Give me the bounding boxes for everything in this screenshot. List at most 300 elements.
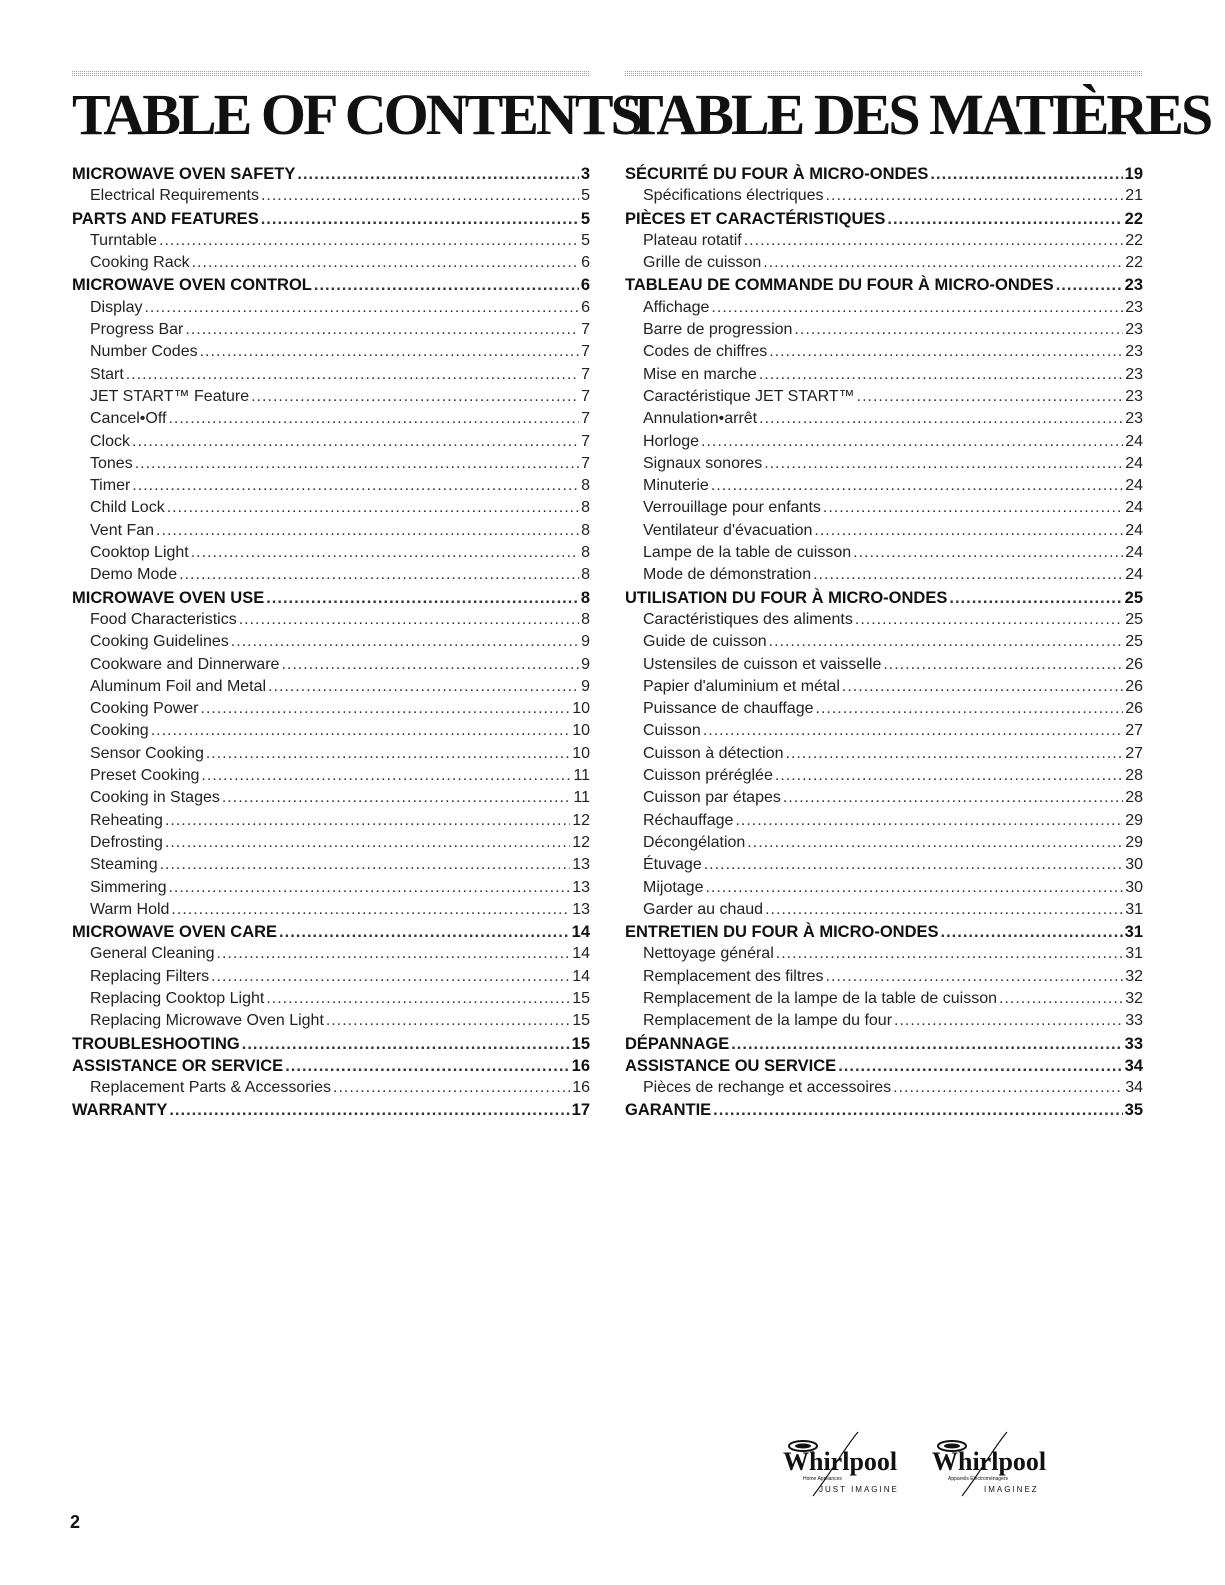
logo-brand: Whirlpool xyxy=(783,1447,898,1476)
dot-leader xyxy=(747,834,1123,852)
dot-leader xyxy=(731,1035,1122,1054)
toc-entry-page: 14 xyxy=(572,945,590,963)
toc-entry-label: Simmering xyxy=(90,878,167,896)
toc-subsection xyxy=(625,299,1143,321)
toc-entry-page: 31 xyxy=(1125,900,1143,918)
dot-leader xyxy=(167,499,579,517)
toc-entry-page: 17 xyxy=(571,1101,590,1120)
logo-tagline: JUST IMAGINE xyxy=(819,1485,899,1494)
toc-entry-label: Barre de progression xyxy=(643,321,793,339)
toc-entry-page: 13 xyxy=(572,878,590,896)
toc-entry-page: 7 xyxy=(581,365,590,383)
toc-subsection xyxy=(625,410,1143,432)
toc-subsection xyxy=(625,544,1143,566)
dot-leader xyxy=(775,767,1123,785)
toc-subsection xyxy=(72,633,590,655)
dot-leader xyxy=(759,410,1123,428)
toc-entry-page: 7 xyxy=(581,321,590,339)
toc-entry-label: MICROWAVE OVEN CONTROL xyxy=(72,276,312,295)
toc-list-en xyxy=(72,165,590,1124)
logo-brand: Whirlpool xyxy=(932,1447,1047,1476)
dot-leader xyxy=(160,856,571,874)
toc-entry-page: 27 xyxy=(1125,722,1143,740)
dot-leader xyxy=(144,299,579,317)
toc-entry-page: 12 xyxy=(572,833,590,851)
dot-leader xyxy=(999,990,1123,1008)
toc-entry-label: PIÈCES ET CARACTÉRISTIQUES xyxy=(625,209,886,228)
dot-leader xyxy=(857,388,1124,406)
toc-entry-label: Start xyxy=(90,365,124,383)
toc-entry-page: 25 xyxy=(1125,610,1143,628)
toc-subsection xyxy=(72,366,590,388)
toc-entry-page: 8 xyxy=(581,499,590,517)
toc-entry-label: Cooking in Stages xyxy=(90,789,220,807)
toc-subsection xyxy=(625,611,1143,633)
toc-entry-page: 31 xyxy=(1125,945,1143,963)
toc-entry-label: GARANTIE xyxy=(625,1101,712,1120)
toc-entry-label: MICROWAVE OVEN SAFETY xyxy=(72,165,296,183)
toc-entry-label: Papier d'aluminium et métal xyxy=(643,677,840,695)
toc-entry-page: 14 xyxy=(571,923,590,942)
dot-leader xyxy=(855,611,1123,629)
toc-entry-page: 11 xyxy=(573,789,590,807)
dot-leader xyxy=(735,812,1123,830)
toc-entry-label: Étuvage xyxy=(643,856,702,874)
toc-entry-label: Cooking Guidelines xyxy=(90,633,229,651)
toc-entry-label: Cuisson par étapes xyxy=(643,789,781,807)
toc-subsection xyxy=(72,968,590,990)
toc-subsection xyxy=(625,343,1143,365)
toc-subsection xyxy=(72,945,590,967)
toc-subsection xyxy=(72,611,590,633)
toc-entry-page: 29 xyxy=(1125,811,1143,829)
toc-entry-page: 8 xyxy=(581,477,590,495)
dot-leader xyxy=(893,1079,1123,1097)
toc-entry-label: Replacing Microwave Oven Light xyxy=(90,1012,324,1030)
dot-leader xyxy=(191,544,579,562)
toc-entry-label: Plateau rotatif xyxy=(643,231,742,249)
toc-subsection xyxy=(72,388,590,410)
toc-subsection xyxy=(72,722,590,744)
toc-entry-page: 24 xyxy=(1125,544,1143,562)
dot-leader xyxy=(838,1057,1122,1076)
toc-subsection xyxy=(72,410,590,432)
toc-entry-label: Nettoyage général xyxy=(643,945,774,963)
toc-subsection xyxy=(72,745,590,767)
toc-entry-label: Tones xyxy=(90,454,133,472)
toc-entry-label: Lampe de la table de cuisson xyxy=(643,544,852,562)
toc-entry-page: 15 xyxy=(572,989,590,1007)
logo-sub: Home Appliances xyxy=(803,1476,842,1482)
toc-entry-label: TROUBLESHOOTING xyxy=(72,1034,240,1053)
dot-leader xyxy=(883,656,1123,674)
toc-entry-page: 13 xyxy=(572,900,590,918)
toc-subsection xyxy=(72,299,590,321)
toc-entry-page: 16 xyxy=(572,1079,590,1097)
toc-entry-page: 9 xyxy=(581,677,590,695)
dot-leader xyxy=(744,232,1123,250)
toc-entry-label: Réchauffage xyxy=(643,811,734,829)
toc-section xyxy=(72,923,590,945)
dot-leader xyxy=(201,700,571,718)
dot-leader xyxy=(759,366,1123,384)
toc-entry-page: 22 xyxy=(1125,254,1143,272)
dot-leader xyxy=(701,433,1123,451)
toc-entry-page: 23 xyxy=(1125,365,1143,383)
toc-entry-label: Ustensiles de cuisson et vaisselle xyxy=(643,655,882,673)
toc-entry-page: 16 xyxy=(571,1056,590,1075)
dot-leader xyxy=(826,187,1124,205)
dot-leader xyxy=(266,589,579,608)
toc-entry-label: Puissance de chauffage xyxy=(643,700,814,718)
toc-subsection xyxy=(625,522,1143,544)
toc-subsection xyxy=(72,678,590,700)
toc-section xyxy=(625,923,1143,945)
dot-leader xyxy=(783,789,1123,807)
dot-leader xyxy=(285,1057,569,1076)
toc-entry-label: Décongélation xyxy=(643,833,746,851)
toc-subsection xyxy=(625,678,1143,700)
toc-entry-label: Preset Cooking xyxy=(90,767,200,785)
toc-entry-label: Cancel•Off xyxy=(90,410,167,428)
toc-entry-label: ASSISTANCE OU SERVICE xyxy=(625,1056,837,1075)
toc-subsection xyxy=(72,856,590,878)
dot-leader xyxy=(231,633,579,651)
dot-leader xyxy=(765,901,1123,919)
toc-entry-label: Vent Fan xyxy=(90,521,155,539)
toc-entry-page: 6 xyxy=(581,254,590,272)
dot-leader xyxy=(132,477,579,495)
toc-entry-page: 7 xyxy=(581,387,590,405)
dot-leader xyxy=(769,633,1124,651)
dot-leader xyxy=(786,745,1124,763)
toc-subsection xyxy=(72,789,590,811)
toc-subsection xyxy=(72,477,590,499)
toc-section xyxy=(72,1035,590,1057)
toc-subsection xyxy=(625,254,1143,276)
toc-entry-label: ENTRETIEN DU FOUR À MICRO-ONDES xyxy=(625,923,939,942)
toc-entry-page: 3 xyxy=(580,165,590,183)
toc-subsection xyxy=(625,789,1143,811)
toc-entry-label: DÉPANNAGE xyxy=(625,1034,730,1053)
toc-entry-page: 21 xyxy=(1125,187,1143,205)
toc-entry-page: 35 xyxy=(1124,1101,1143,1120)
toc-entry-page: 8 xyxy=(581,610,590,628)
toc-entry-page: 6 xyxy=(580,276,590,295)
toc-subsection xyxy=(72,990,590,1012)
dot-leader xyxy=(185,321,579,339)
dot-leader xyxy=(169,1101,569,1120)
toc-subsection xyxy=(72,544,590,566)
toc-entry-page: 5 xyxy=(581,187,590,205)
toc-entry-label: Clock xyxy=(90,432,131,450)
dot-leader xyxy=(165,834,570,852)
dot-leader xyxy=(826,968,1124,986)
toc-entry-page: 14 xyxy=(572,967,590,985)
toc-subsection xyxy=(625,745,1143,767)
toc-entry-page: 29 xyxy=(1125,833,1143,851)
toc-subsection xyxy=(625,633,1143,655)
toc-entry-label: Cooking Rack xyxy=(90,254,190,272)
toc-entry-label: Demo Mode xyxy=(90,566,178,584)
toc-entry-page: 24 xyxy=(1125,566,1143,584)
dot-leader xyxy=(711,477,1123,495)
toc-entry-label: Cooking xyxy=(90,722,149,740)
toc-entry-label: Remplacement de la lampe du four xyxy=(643,1012,893,1030)
toc-entry-label: UTILISATION DU FOUR À MICRO-ONDES xyxy=(625,588,948,607)
toc-subsection xyxy=(625,834,1143,856)
toc-entry-page: 10 xyxy=(572,744,590,762)
dot-leader xyxy=(168,879,570,897)
toc-subsection xyxy=(625,321,1143,343)
dot-leader xyxy=(239,611,579,629)
dot-leader xyxy=(764,455,1123,473)
toc-heading-fr: TABLE DES MATIÈRES xyxy=(625,82,1211,147)
toc-subsection xyxy=(625,722,1143,744)
toc-subsection xyxy=(625,1012,1143,1034)
toc-section xyxy=(72,165,590,187)
toc-entry-label: Child Lock xyxy=(90,499,165,517)
toc-english xyxy=(72,70,640,1124)
toc-entry-page: 5 xyxy=(580,209,590,228)
dot-leader xyxy=(151,722,571,740)
toc-entry-label: MICROWAVE OVEN USE xyxy=(72,588,265,607)
dot-leader xyxy=(281,656,579,674)
toc-entry-label: Pièces de rechange et accessoires xyxy=(643,1079,892,1097)
toc-entry-page: 27 xyxy=(1125,744,1143,762)
toc-subsection xyxy=(625,499,1143,521)
toc-entry-label: Defrosting xyxy=(90,833,163,851)
toc-subsection xyxy=(625,433,1143,455)
toc-subsection xyxy=(72,1012,590,1034)
toc-entry-label: Timer xyxy=(90,477,131,495)
toc-subsection xyxy=(625,455,1143,477)
toc-entry-page: 15 xyxy=(571,1034,590,1053)
toc-entry-label: Codes de chiffres xyxy=(643,343,768,361)
dot-leader xyxy=(261,210,579,229)
toc-entry-page: 28 xyxy=(1125,767,1143,785)
toc-entry-label: Cooktop Light xyxy=(90,544,189,562)
dot-leader xyxy=(268,678,579,696)
dot-leader xyxy=(930,165,1122,184)
toc-entry-page: 7 xyxy=(581,432,590,450)
dot-leader xyxy=(261,187,579,205)
toc-entry-page: 7 xyxy=(581,343,590,361)
dot-leader xyxy=(794,321,1123,339)
dot-leader xyxy=(816,700,1124,718)
toc-subsection xyxy=(72,879,590,901)
toc-subsection xyxy=(625,1079,1143,1101)
toc-entry-label: Caractéristique JET START™ xyxy=(643,387,855,405)
toc-entry-label: JET START™ Feature xyxy=(90,387,250,405)
dot-leader xyxy=(168,410,579,428)
toc-entry-page: 8 xyxy=(581,521,590,539)
toc-subsection xyxy=(72,254,590,276)
toc-entry-label: Minuterie xyxy=(643,477,709,495)
toc-entry-page: 23 xyxy=(1125,410,1143,428)
dot-leader xyxy=(853,544,1123,562)
toc-section xyxy=(72,276,590,298)
dot-leader xyxy=(704,856,1123,874)
toc-entry-label: Display xyxy=(90,298,143,316)
toc-entry-page: 8 xyxy=(580,588,590,607)
toc-entry-label: TABLEAU DE COMMANDE DU FOUR À MICRO-ONDES xyxy=(625,276,1054,295)
dot-leader xyxy=(159,232,579,250)
toc-subsection xyxy=(625,767,1143,789)
toc-subsection xyxy=(72,1079,590,1101)
toc-entry-page: 19 xyxy=(1124,165,1143,183)
toc-entry-page: 32 xyxy=(1125,967,1143,985)
toc-entry-page: 8 xyxy=(581,566,590,584)
toc-subsection xyxy=(72,433,590,455)
dot-leader xyxy=(814,522,1123,540)
dot-leader xyxy=(132,433,579,451)
toc-entry-label: Affichage xyxy=(643,298,710,316)
toc-subsection xyxy=(72,522,590,544)
toc-entry-page: 5 xyxy=(581,231,590,249)
dot-leader xyxy=(763,254,1123,272)
toc-entry-label: Remplacement des filtres xyxy=(643,967,824,985)
toc-entry-label: Replacement Parts & Accessories xyxy=(90,1079,331,1097)
toc-entry-page: 23 xyxy=(1125,298,1143,316)
toc-subsection xyxy=(72,767,590,789)
toc-entry-label: Food Characteristics xyxy=(90,610,237,628)
toc-entry-page: 7 xyxy=(581,454,590,472)
toc-entry-page: 34 xyxy=(1124,1056,1143,1075)
toc-subsection xyxy=(625,656,1143,678)
toc-entry-page: 24 xyxy=(1125,499,1143,517)
toc-section xyxy=(625,1035,1143,1057)
toc-entry-page: 10 xyxy=(572,700,590,718)
toc-entry-page: 12 xyxy=(572,811,590,829)
toc-entry-page: 34 xyxy=(1125,1079,1143,1097)
toc-entry-label: Caractéristiques des aliments xyxy=(643,610,853,628)
toc-section xyxy=(625,276,1143,298)
toc-subsection xyxy=(625,968,1143,990)
toc-entry-label: PARTS AND FEATURES xyxy=(72,209,259,228)
dot-leader xyxy=(823,499,1123,517)
dot-leader xyxy=(314,276,579,295)
toc-entry-page: 22 xyxy=(1125,231,1143,249)
toc-entry-label: Number Codes xyxy=(90,343,198,361)
dot-leader xyxy=(171,901,570,919)
toc-entry-label: Ventilateur d'évacuation xyxy=(643,521,813,539)
toc-list-fr xyxy=(625,165,1143,1124)
toc-entry-label: Reheating xyxy=(90,811,163,829)
page-number: 2 xyxy=(70,1512,81,1532)
toc-subsection xyxy=(72,834,590,856)
toc-section xyxy=(625,165,1143,187)
dot-leader xyxy=(776,945,1123,963)
logo-sub: Appareils Électroménagers xyxy=(948,1476,1009,1482)
dot-leader xyxy=(297,165,578,184)
whirlpool-logo-en xyxy=(763,1430,903,1500)
toc-section xyxy=(625,1057,1143,1079)
dot-leader xyxy=(949,589,1122,608)
toc-entry-page: 30 xyxy=(1125,856,1143,874)
toc-entry-label: Mijotage xyxy=(643,878,704,896)
toc-entry-label: Remplacement de la lampe de la table de cuisson xyxy=(643,989,997,1007)
toc-entry-label: Warm Hold xyxy=(90,900,170,918)
toc-entry-page: 8 xyxy=(581,544,590,562)
dot-leader xyxy=(713,1101,1122,1120)
toc-entry-page: 24 xyxy=(1125,454,1143,472)
toc-entry-label: Verrouillage pour enfants xyxy=(643,499,821,517)
dot-leader xyxy=(333,1079,570,1097)
toc-subsection xyxy=(72,656,590,678)
toc-subsection xyxy=(625,232,1143,254)
toc-entry-page: 30 xyxy=(1125,878,1143,896)
toc-entry-page: 13 xyxy=(572,856,590,874)
toc-entry-label: Cooking Power xyxy=(90,700,199,718)
toc-subsection xyxy=(72,343,590,365)
toc-entry-label: Guide de cuisson xyxy=(643,633,767,651)
toc-subsection xyxy=(625,879,1143,901)
toc-entry-label: Sensor Cooking xyxy=(90,744,204,762)
toc-entry-page: 23 xyxy=(1125,387,1143,405)
toc-entry-page: 15 xyxy=(572,1012,590,1030)
header-rule xyxy=(625,70,1143,77)
toc-section xyxy=(625,210,1143,232)
toc-entry-page: 32 xyxy=(1125,989,1143,1007)
toc-entry-label: Aluminum Foil and Metal xyxy=(90,677,267,695)
dot-leader xyxy=(201,767,571,785)
toc-heading-en: TABLE OF CONTENTS xyxy=(72,82,640,147)
dot-leader xyxy=(251,388,579,406)
toc-subsection xyxy=(625,566,1143,588)
dot-leader xyxy=(703,722,1123,740)
toc-entry-page: 25 xyxy=(1125,633,1143,651)
dot-leader xyxy=(711,299,1123,317)
toc-entry-label: Annulation•arrêt xyxy=(643,410,758,428)
dot-leader xyxy=(156,522,579,540)
toc-entry-page: 9 xyxy=(581,633,590,651)
dot-leader xyxy=(941,923,1123,942)
dot-leader xyxy=(842,678,1123,696)
toc-entry-page: 33 xyxy=(1124,1034,1143,1053)
dot-leader xyxy=(813,566,1123,584)
toc-subsection xyxy=(72,187,590,209)
toc-entry-label: Replacing Cooktop Light xyxy=(90,989,265,1007)
toc-entry-label: Grille de cuisson xyxy=(643,254,762,272)
dot-leader xyxy=(279,923,570,942)
toc-entry-page: 7 xyxy=(581,410,590,428)
toc-entry-page: 24 xyxy=(1125,521,1143,539)
dot-leader xyxy=(326,1012,570,1030)
toc-entry-label: Signaux sonores xyxy=(643,454,763,472)
toc-subsection xyxy=(72,232,590,254)
toc-section xyxy=(72,1057,590,1079)
toc-entry-label: Cuisson à détection xyxy=(643,744,784,762)
dot-leader xyxy=(126,366,579,384)
toc-entry-page: 24 xyxy=(1125,432,1143,450)
toc-section xyxy=(72,210,590,232)
toc-entry-label: WARRANTY xyxy=(72,1101,168,1120)
dot-leader xyxy=(211,968,570,986)
toc-subsection xyxy=(625,901,1143,923)
toc-entry-page: 28 xyxy=(1125,789,1143,807)
toc-subsection xyxy=(625,187,1143,209)
toc-subsection xyxy=(625,477,1143,499)
toc-subsection xyxy=(72,321,590,343)
dot-leader xyxy=(206,745,570,763)
toc-entry-label: Garder au chaud xyxy=(643,900,764,918)
toc-entry-page: 23 xyxy=(1124,276,1143,295)
toc-entry-page: 22 xyxy=(1124,209,1143,228)
toc-section xyxy=(72,1101,590,1123)
toc-entry-label: SÉCURITÉ DU FOUR À MICRO-ONDES xyxy=(625,165,929,183)
toc-entry-label: Replacing Filters xyxy=(90,967,210,985)
